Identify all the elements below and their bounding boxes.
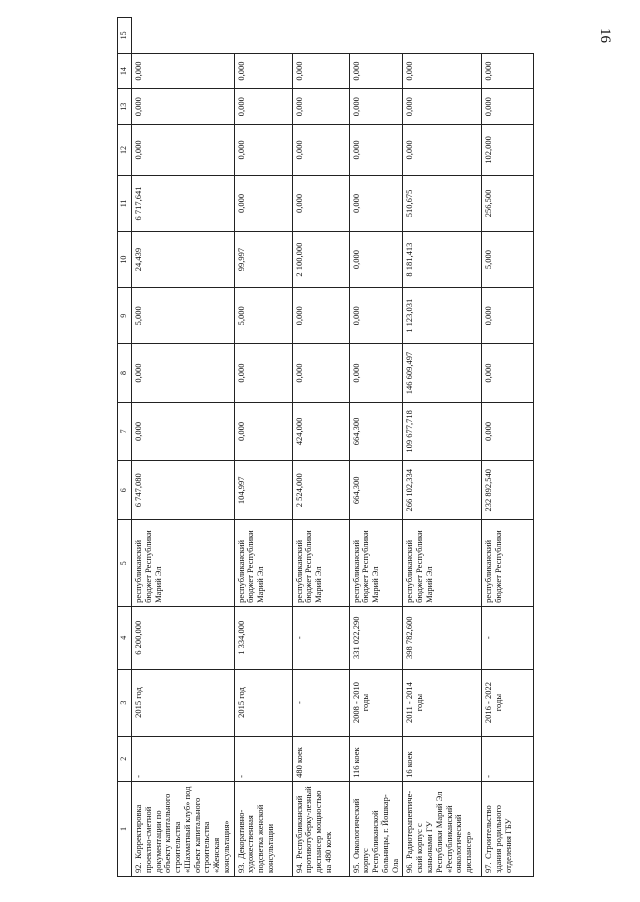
value-cell: 0,000 — [403, 89, 482, 125]
value-cell: 510,675 — [403, 175, 482, 231]
value-cell: 0,000 — [482, 288, 534, 344]
value-cell: 424,000 — [292, 402, 349, 460]
value-cell: 232 892,540 — [482, 461, 534, 520]
value-cell: 256,500 — [482, 175, 534, 231]
period-cell: - — [292, 669, 349, 736]
value-cell: 104,997 — [234, 461, 292, 520]
value-cell: 0,000 — [234, 402, 292, 460]
col-header: 4 — [118, 606, 132, 669]
source-cell: республиканский бюджет Республики — [482, 520, 534, 606]
value-cell: 99,997 — [234, 232, 292, 288]
table-row — [234, 18, 292, 877]
value-cell: 0,000 — [292, 175, 349, 231]
source-cell: республиканский бюджет Республики Марий Эл — [292, 520, 349, 606]
col-header: 9 — [118, 288, 132, 344]
capacity-cell: 116 коек — [349, 736, 403, 781]
value-cell: 0,000 — [403, 125, 482, 176]
table-row — [403, 18, 482, 877]
row-number: 97. — [483, 862, 494, 873]
col-header: 14 — [118, 53, 132, 89]
value-cell: 0,000 — [234, 344, 292, 402]
value-cell: 24,439 — [132, 232, 235, 288]
value-cell: 0,000 — [403, 53, 482, 89]
value-cell: 0,000 — [482, 89, 534, 125]
table-row — [132, 18, 235, 877]
value-cell: 266 102,334 — [403, 461, 482, 520]
value-cell: 0,000 — [349, 125, 403, 176]
object-name: Онкологический корпус Республиканской больницы, г. Йошкар-Ола — [350, 794, 400, 873]
col-header: 6 — [118, 461, 132, 520]
period-cell: 2015 год — [234, 669, 292, 736]
data-table — [117, 17, 534, 877]
value-cell: 664,300 — [349, 461, 403, 520]
value-cell: 8 181,413 — [403, 232, 482, 288]
row-number: 95. — [350, 862, 361, 873]
value-cell: 0,000 — [349, 344, 403, 402]
value-cell: 102,000 — [482, 125, 534, 176]
name-cell — [482, 781, 534, 876]
value-cell: 0,000 — [234, 175, 292, 231]
value-cell: 0,000 — [234, 89, 292, 125]
value-cell: 0,000 — [482, 402, 534, 460]
value-cell: 0,000 — [292, 53, 349, 89]
row-number: 93. — [235, 862, 246, 873]
cost-cell: - — [482, 606, 534, 669]
object-name: Радиотерапевтиче-ский корпус с каньонами ГУ Республики Марий Эл «Республиканский онкологический диспансер» — [404, 790, 474, 873]
table-row — [292, 18, 349, 877]
value-cell: 0,000 — [132, 125, 235, 176]
value-cell: 0,000 — [482, 344, 534, 402]
period-cell: 2008 - 2010 годы — [349, 669, 403, 736]
value-cell: 0,000 — [349, 288, 403, 344]
col-header: 5 — [118, 520, 132, 606]
value-cell: 0,000 — [292, 288, 349, 344]
value-cell: 664,300 — [349, 402, 403, 460]
value-cell: 0,000 — [349, 53, 403, 89]
value-cell: 109 677,718 — [403, 402, 482, 460]
value-cell: 0,000 — [349, 175, 403, 231]
value-cell: 5,000 — [482, 232, 534, 288]
table-row — [349, 18, 403, 877]
period-cell: 2016 - 2022 годы — [482, 669, 534, 736]
col-header: 1 — [118, 781, 132, 876]
page-number: 16 — [597, 28, 613, 43]
value-cell: 0,000 — [132, 53, 235, 89]
value-cell: 0,000 — [234, 125, 292, 176]
value-cell: 0,000 — [234, 53, 292, 89]
rotated-table-wrapper — [117, 17, 627, 877]
col-header: 3 — [118, 669, 132, 736]
value-cell: 5,000 — [234, 288, 292, 344]
source-cell: республиканский бюджет Республики Марий Эл — [132, 520, 235, 606]
col-header: 15 — [118, 18, 132, 54]
col-header: 8 — [118, 344, 132, 402]
col-header: 10 — [118, 232, 132, 288]
value-cell: 2 524,000 — [292, 461, 349, 520]
cost-cell: 6 200,000 — [132, 606, 235, 669]
cost-cell: 1 334,000 — [234, 606, 292, 669]
capacity-cell: 16 коек — [403, 736, 482, 781]
period-cell: 2011 - 2014 годы — [403, 669, 482, 736]
value-cell: 0,000 — [132, 89, 235, 125]
source-cell: республиканский бюджет Республики Марий Эл — [349, 520, 403, 606]
capacity-cell: - — [482, 736, 534, 781]
value-cell: 5,000 — [132, 288, 235, 344]
cost-cell: - — [292, 606, 349, 669]
source-cell: республиканский бюджет Республики Марий Эл — [403, 520, 482, 606]
col-header: 7 — [118, 402, 132, 460]
col-header: 2 — [118, 736, 132, 781]
value-cell: 6 717,641 — [132, 175, 235, 231]
value-cell: 1 123,031 — [403, 288, 482, 344]
name-cell — [403, 781, 482, 876]
name-cell — [349, 781, 403, 876]
value-cell: 0,000 — [292, 125, 349, 176]
source-cell: республиканский бюджет Республики Марий Эл — [234, 520, 292, 606]
value-cell: 0,000 — [132, 402, 235, 460]
col-header: 13 — [118, 89, 132, 125]
name-cell — [234, 781, 292, 876]
cost-cell: 331 022,290 — [349, 606, 403, 669]
value-cell: 0,000 — [132, 344, 235, 402]
capacity-cell: - — [132, 736, 235, 781]
value-cell: 146 609,497 — [403, 344, 482, 402]
row-number: 96. — [404, 862, 415, 873]
value-cell: 0,000 — [349, 232, 403, 288]
col-header: 11 — [118, 175, 132, 231]
value-cell: 0,000 — [292, 89, 349, 125]
period-cell: 2015 год — [132, 669, 235, 736]
row-number: 94. — [293, 862, 304, 873]
name-cell — [292, 781, 349, 876]
object-name: Корректировка проектно-сметной документации по объекту капитального строительства «Шахматный клуб» под объект капитального строительства «Женская консультация» — [133, 786, 231, 873]
table-row — [482, 18, 534, 877]
capacity-cell: 480 коек — [292, 736, 349, 781]
row-number: 92. — [133, 862, 143, 873]
value-cell: 0,000 — [349, 89, 403, 125]
value-cell: 0,000 — [292, 344, 349, 402]
value-cell: 2 100,000 — [292, 232, 349, 288]
value-cell: 6 747,080 — [132, 461, 235, 520]
value-cell: 0,000 — [482, 53, 534, 89]
header-row — [118, 18, 132, 877]
capacity-cell: - — [234, 736, 292, 781]
name-cell — [132, 781, 235, 876]
object-name: Строительство здания родильного отделения ГБУ — [483, 804, 514, 873]
cost-cell: 398 782,600 — [403, 606, 482, 669]
object-name: Республиканский противотуберку-лезный диспансер мощностью на 480 коек — [293, 786, 333, 873]
object-name: Декоративно-художественная подсветка женской консультации — [235, 804, 275, 873]
col-header: 12 — [118, 125, 132, 176]
